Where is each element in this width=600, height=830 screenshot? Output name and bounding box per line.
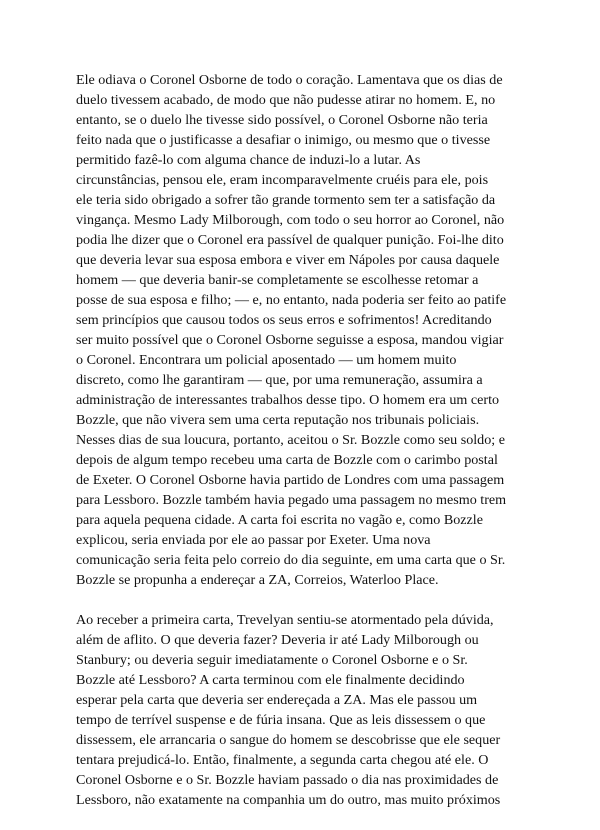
text-line: Coronel Osborne e o Sr. Bozzle haviam passado o dia nas proximidades de [76, 772, 499, 788]
text-line: discreto, como lhe garantiram — que, por uma remuneração, assumira a [76, 372, 483, 388]
paragraph [76, 70, 536, 590]
text-line: Stanbury; ou deveria seguir imediatamente o Coronel Osborne e o Sr. [76, 652, 468, 668]
text-line: além de aflito. O que deveria fazer? Deveria ir até Lady Milborough ou [76, 632, 479, 648]
text-line: vingança. Mesmo Lady Milborough, com todo o seu horror ao Coronel, não [76, 212, 505, 228]
text-line: homem — que deveria banir-se completamente se escolhesse retomar a [76, 272, 479, 288]
text-line: Bozzle até Lessboro? A carta terminou com ele finalmente decidindo [76, 672, 465, 688]
text-line: de Exeter. O Coronel Osborne havia partido de Londres com uma passagem [76, 472, 505, 488]
text-line: para aquela pequena cidade. A carta foi escrita no vagão e, como Bozzle [76, 512, 483, 528]
text-line: Bozzle, que não vivera sem uma certa reputação nos tribunais policiais. [76, 412, 480, 428]
text-line: permitido fazê-lo com alguma chance de induzi-lo a lutar. As [76, 152, 421, 168]
text-line: ser muito possível que o Coronel Osborne seguisse a esposa, mandou vigiar [76, 332, 504, 348]
text-line: esperar pela carta que deveria ser endereçada a ZA. Mas ele passou um [76, 692, 478, 708]
text-line: Nesses dias de sua loucura, portanto, aceitou o Sr. Bozzle como seu soldo; e [76, 432, 505, 448]
text-line: posse de sua esposa e filho; — e, no entanto, nada poderia ser feito ao patife [76, 292, 507, 308]
text-line: o Coronel. Encontrara um policial aposentado — um homem muito [76, 352, 457, 368]
text-line: Ele odiava o Coronel Osborne de todo o coração. Lamentava que os dias de [76, 72, 503, 88]
text-line: comunicação seria feita pelo correio do dia seguinte, em uma carta que o Sr. [76, 552, 506, 568]
text-line: tentara prejudicá-lo. Então, finalmente, a segunda carta chegou até ele. O [76, 752, 489, 768]
text-line: dissessem, ele arrancaria o sangue do homem se descobrisse que ele sequer [76, 732, 501, 748]
text-line: feito nada que o justificasse a desafiar o inimigo, ou mesmo que o tivesse [76, 132, 491, 148]
text-line: ele teria sido obrigado a sofrer tão grande tormento sem ter a satisfação da [76, 192, 496, 208]
text-line: explicou, seria enviada por ele ao passar por Exeter. Uma nova [76, 532, 431, 548]
document-page [76, 70, 536, 830]
text-line: Bozzle se propunha a endereçar a ZA, Correios, Waterloo Place. [76, 572, 439, 588]
text-line: podia lhe dizer que o Coronel era passível de qualquer punição. Foi-lhe dito [76, 232, 504, 248]
text-line: administração de interessantes trabalhos desse tipo. O homem era um certo [76, 392, 500, 408]
text-line: depois de algum tempo recebeu uma carta de Bozzle com o carimbo postal [76, 452, 498, 468]
text-line: entanto, se o duelo lhe tivesse sido possível, o Coronel Osborne não teria [76, 112, 488, 128]
text-line: circunstâncias, pensou ele, eram incomparavelmente cruéis para ele, pois [76, 172, 489, 188]
text-line: que deveria levar sua esposa embora e viver em Nápoles por causa daquele [76, 252, 500, 268]
text-line: sem princípios que causou todos os seus erros e sofrimentos! Acreditando [76, 312, 492, 328]
text-line: Ao receber a primeira carta, Trevelyan sentiu-se atormentado pela dúvida, [76, 612, 494, 628]
text-line: Lessboro, não exatamente na companhia um do outro, mas muito próximos [76, 792, 501, 808]
text-line: duelo tivessem acabado, de modo que não pudesse atirar no homem. E, no [76, 92, 496, 108]
paragraph [76, 610, 536, 810]
text-line: para Lessboro. Bozzle também havia pegado uma passagem no mesmo trem [76, 492, 507, 508]
text-line: tempo de terrível suspense e de fúria insana. Que as leis dissessem o que [76, 712, 486, 728]
